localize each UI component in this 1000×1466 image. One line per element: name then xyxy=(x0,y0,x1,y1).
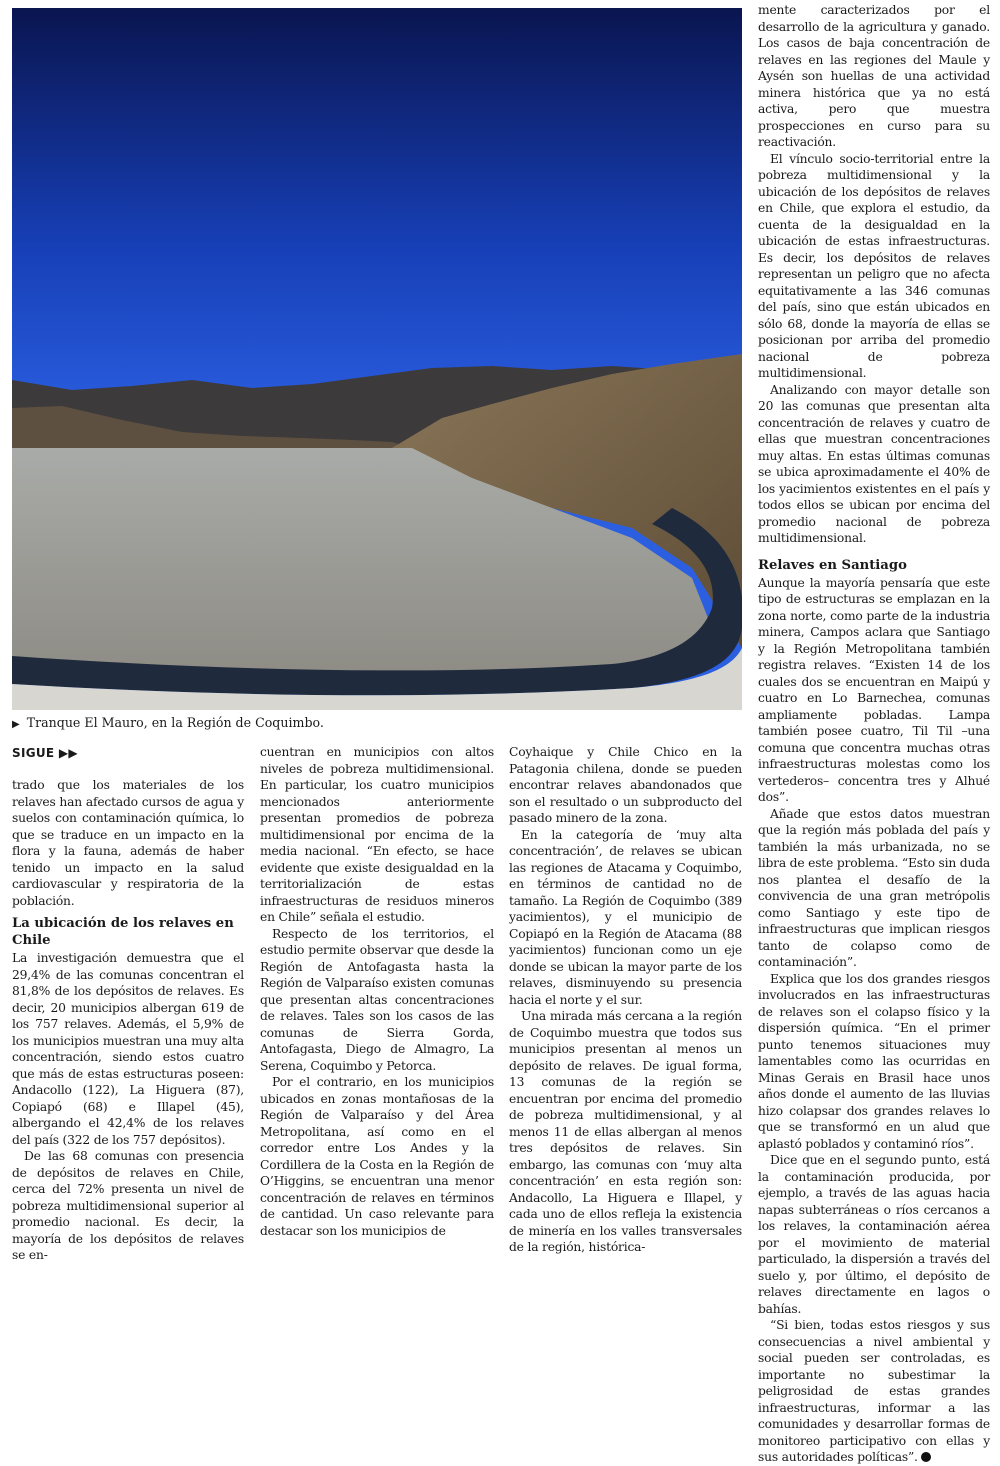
paragraph: mente caracterizados por el desarrollo de la agricultura y ganado. Los casos de baja concentración de relaves en las regiones del Maule y Aysén son huellas de una actividad minera histórica que ya no está activa, pero que muestra prospecciones en curso para su reactivación. xyxy=(758,3,990,149)
paragraph: Añade que estos datos muestran que la región más poblada del país y también la más urbanizada, no se libra de este problema. “Esto sin duda nos plantea el desafío de la convivencia de una gran metrópolis como Santiago y este tipo de infraestructuras que implican riesgos tanto de colapso como de contaminación”. xyxy=(758,806,990,969)
tailings-dam-illustration xyxy=(12,8,742,710)
paragraph: Explica que los dos grandes riesgos involucrados en las infraestructuras de relaves son el colapso físico y la dispersión química. “En el primer punto tenemos situaciones muy lamentables como las ocurridas en Minas Gerais en Brasil hace unos años donde el aumento de las lluvias hizo colapsar dos grandes relaves lo que se transformó en un alud que aplastó poblados y contaminó ríos”. xyxy=(758,971,990,1151)
final-paragraph xyxy=(758,1317,990,1466)
paragraph: Aunque la mayoría pensaría que este tipo de estructuras se emplazan en la zona norte, como parte de la industria minera, Campos aclara que Santiago y la Región Metropolitana también registra relaves. “Existen 14 de los cuales dos se encuentran en Maipú y cuatro en Lo Barnechea, comunas ampliamente pobladas. Lampa también posee cuatro, Til Til –una comuna que concentra muchas otras infraestructuras molestas como los vertederos– concentra tres y Alhué dos”. xyxy=(758,575,990,804)
article-column-4 xyxy=(758,2,990,1466)
paragraph: Por el contrario, en los municipios ubicados en zonas montañosas de la Región de Valparaíso y del Área Metropolitana, así como en el corredor entre Los Andes y la Cordillera de la Costa en la Región de O’Higgins, se encuentran una menor concentración de relaves en términos de cantidad. Un caso relevante para destacar son los municipios de xyxy=(260,1075,494,1238)
photo-caption xyxy=(12,714,742,733)
continue-arrows-icon: ▶▶ xyxy=(58,746,78,760)
end-of-article-icon xyxy=(921,1452,931,1462)
article-photo xyxy=(12,8,742,710)
paragraph: De las 68 comunas con presencia de depósitos de relaves en Chile, cerca del 72% presenta un nivel de pobreza multidimensional superior al promedio nacional. Es decir, la mayoría de los depósitos de relaves se en- xyxy=(12,1149,244,1262)
section-heading: Relaves en Santiago xyxy=(758,557,907,573)
continue-marker xyxy=(12,746,78,760)
paragraph: El vínculo socio-territorial entre la pobreza multidimensional y la ubicación de los depósitos de relaves en Chile, que explora el estudio, da cuenta de la desigualdad en la ubicación de estas infraestructuras. Es decir, los depósitos de relaves representan un peligro que no afecta equitativamente a las 346 comunas del país, sino que están ubicados en sólo 68, donde la mayoría de ellas se posicionan por arriba del promedio nacional de pobreza multidimensional. xyxy=(758,151,990,380)
paragraph: Respecto de los territorios, el estudio permite observar que desde la Región de Antofagasta hasta la Región de Valparaíso existen comunas que presentan altas concentraciones de relaves. Tales son los casos de las comunas de Sierra Gorda, Antofagasta, Diego de Almagro, La Serena, Coquimbo y Petorca. xyxy=(260,926,494,1073)
final-paragraph-text: “Si bien, todas estos riesgos y sus consecuencias a nivel ambiental y social pueden ser controladas, es importante no subestimar la peligrosidad de estas grandes infraestructuras, informar a las comunidades y desarrollar formas de monitoreo participativo con ellas y sus autoridades políticas”. xyxy=(758,1318,990,1464)
article-column-2 xyxy=(260,744,494,1239)
paragraph: Una mirada más cercana a la región de Coquimbo muestra que todos sus municipios presentan al menos un depósito de relaves. De igual forma, 13 comunas de la región se encuentran por encima del promedio de pobreza multidimensional, y al menos 11 de ellas albergan al menos tres depósitos de relaves. Sin embargo, las comunas con ‘muy alta concentración’ en esta región son: Andacollo, La Higuera e Illapel, y cada uno de ellos refleja la existencia de minería en los valles transversales de la región, histórica- xyxy=(509,1009,742,1254)
article-column-1 xyxy=(12,777,244,1264)
continue-label: SIGUE xyxy=(12,746,55,760)
section-heading: La ubicación de los relaves en Chile xyxy=(12,916,234,948)
paragraph: trado que los materiales de los relaves han afectado cursos de agua y suelos con contaminación química, lo que se traduce en un impacto en la flora y la fauna, además de haber tenido un impacto en la salud cardiovascular y respiratoria de la población. xyxy=(12,778,244,908)
caption-marker: ▶ xyxy=(12,719,20,730)
paragraph: La investigación demuestra que el 29,4% de las comunas concentran el 81,8% de los depósitos de relaves. Es decir, 20 municipios albergan 619 de los 757 relaves. Además, el 5,9% de los municipios muestran una muy alta concentración, siendo estos cuatro que más de estas estructuras poseen: Andacollo (122), La Higuera (87), Copiapó (68) e Illapel (45), albergando el 42,4% de los relaves del país (322 de los 757 depósitos). xyxy=(12,951,244,1147)
caption-text: Tranque El Mauro, en la Región de Coquimbo. xyxy=(26,715,324,730)
paragraph: Coyhaique y Chile Chico en la Patagonia chilena, donde se pueden encontrar relaves abandonados que son el resultado o un subproducto del pasado minero de la zona. xyxy=(509,745,742,825)
paragraph: Analizando con mayor detalle son 20 las comunas que presentan alta concentración de relaves y cuatro de ellas que muestran concentraciones muy altas. En estas últimas comunas se ubica aproximadamente el 40% de los yacimientos existentes en el país y todos ellos se ubican por encima del promedio nacional de pobreza multidimensional. xyxy=(758,382,990,545)
paragraph: cuentran en municipios con altos niveles de pobreza multidimensional. En particular, los cuatro municipios mencionados anteriormente presentan promedios de pobreza multidimensional por encima de la media nacional. “En efecto, se hace evidente que existe desigualdad en la territorialización de estas infraestructuras de residuos mineros en Chile” señala el estudio. xyxy=(260,745,494,924)
paragraph: Dice que en el segundo punto, está la contaminación producida, por ejemplo, a través de las aguas hacia napas subterráneas o ríos cercanos a los relaves, la contaminación aérea por el movimiento de material particulado, la dispersión a través del suelo y, por último, el depósito de relaves directamente en lagos o bahías. xyxy=(758,1153,990,1316)
article-column-3 xyxy=(509,744,742,1256)
paragraph: En la categoría de ‘muy alta concentración’, de relaves se ubican las regiones de Atacama y Coquimbo, en términos de cantidad no de tamaño. La Región de Coquimbo (389 yacimientos), y el municipio de Copiapó en la Región de Atacama (88 yacimientos) funcionan como un eje donde se ubican la mayor parte de los relaves, disminuyendo su presencia hacia el norte y el sur. xyxy=(509,827,742,1007)
